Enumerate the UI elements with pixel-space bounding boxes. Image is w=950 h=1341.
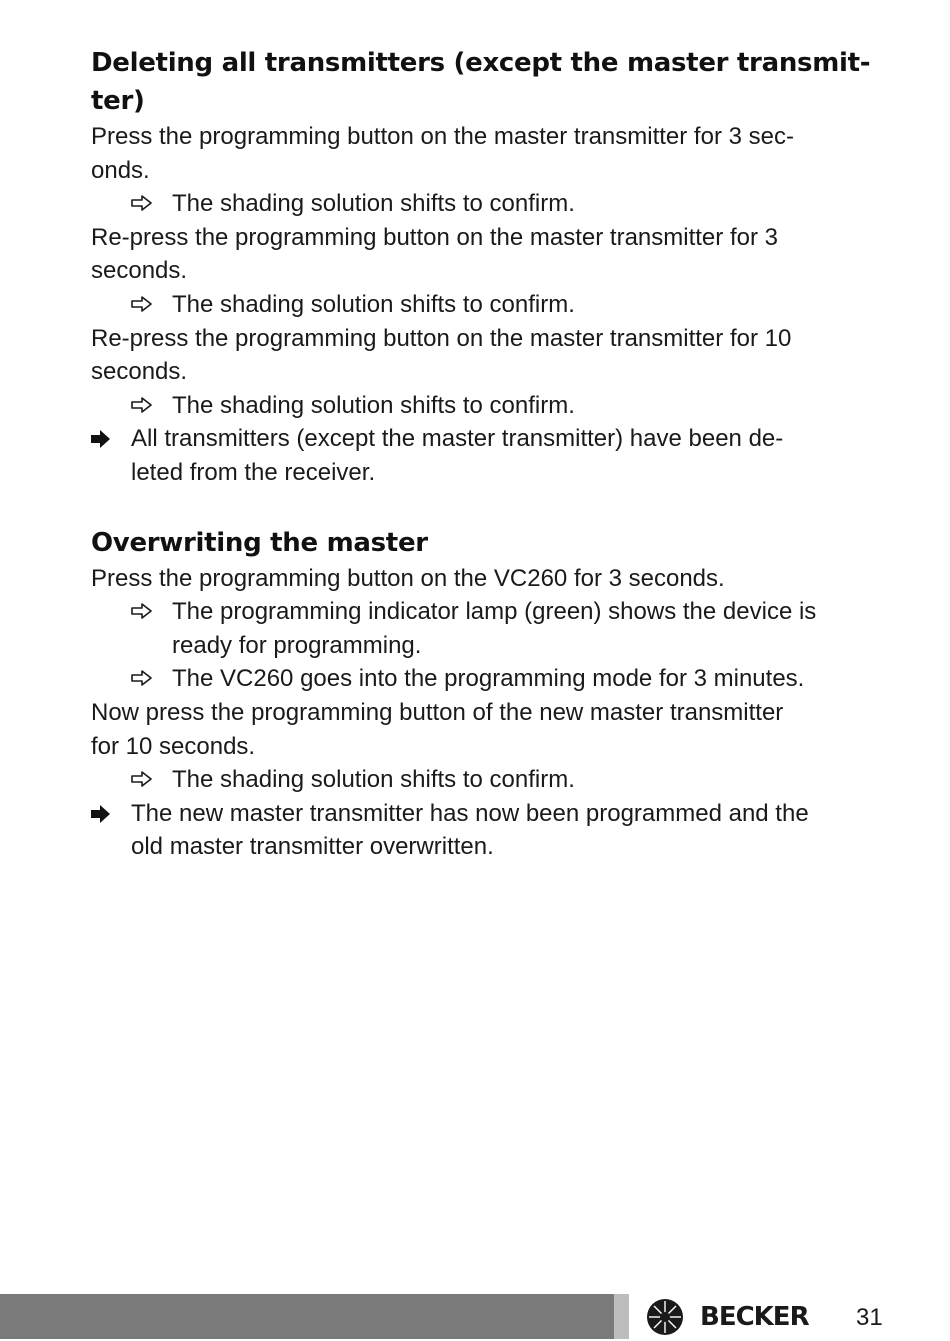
footer-bar-accent — [614, 1294, 629, 1339]
result-item — [91, 595, 891, 662]
brand-name: BECKER — [700, 1302, 809, 1332]
section-overwrite-master — [91, 524, 891, 864]
hollow-arrow-icon — [131, 662, 161, 686]
final-result-text: The new master transmitter has now been programmed and the old master transmitter overwritten. — [131, 799, 809, 861]
result-item — [91, 389, 891, 423]
hollow-arrow-icon — [131, 288, 161, 312]
hollow-arrow-icon — [131, 763, 161, 787]
hollow-arrow-icon — [131, 595, 161, 619]
section-heading: Overwriting the master — [91, 527, 428, 558]
becker-sun-logo-icon — [646, 1298, 684, 1336]
instruction-step: Press the programming button on the VC260 for 3 seconds. — [91, 564, 725, 592]
document-body — [91, 44, 891, 864]
instruction-step: Press the programming button on the master transmitter for 3 sec- onds. — [91, 123, 794, 184]
heading-line-2: ter) — [91, 86, 145, 116]
final-result-item — [91, 422, 891, 489]
instruction-step: Re-press the programming button on the master transmitter for 10 seconds. — [91, 324, 792, 386]
final-result-text: All transmitters (except the master transmitter) have been de- leted from the receiver. — [131, 425, 784, 486]
solid-arrow-icon — [91, 422, 121, 448]
result-text: The shading solution shifts to confirm. — [172, 190, 575, 218]
section-delete-transmitters — [91, 44, 891, 490]
heading-line-1: Deleting all transmitters (except the master transmit- — [91, 48, 871, 78]
result-text: The shading solution shifts to confirm. — [172, 290, 575, 318]
instruction-step: Re-press the programming button on the master transmitter for 3 seconds. — [91, 223, 778, 285]
footer-bar — [0, 1294, 614, 1339]
result-item — [91, 288, 891, 322]
result-text: The shading solution shifts to confirm. — [172, 766, 575, 794]
solid-arrow-icon — [91, 797, 121, 823]
result-text: The shading solution shifts to confirm. — [172, 391, 575, 419]
result-text: The programming indicator lamp (green) shows the device is ready for programming. — [172, 598, 817, 659]
hollow-arrow-icon — [131, 389, 161, 413]
hollow-arrow-icon — [131, 187, 161, 211]
result-text: The VC260 goes into the programming mode for 3 minutes. — [172, 665, 805, 693]
result-item — [91, 662, 891, 696]
instruction-step: Now press the programming button of the new master transmitter for 10 seconds. — [91, 698, 784, 760]
section-heading — [91, 44, 891, 120]
result-item — [91, 187, 891, 221]
result-item — [91, 763, 891, 797]
final-result-item — [91, 797, 891, 864]
page-number: 31 — [856, 1304, 883, 1331]
